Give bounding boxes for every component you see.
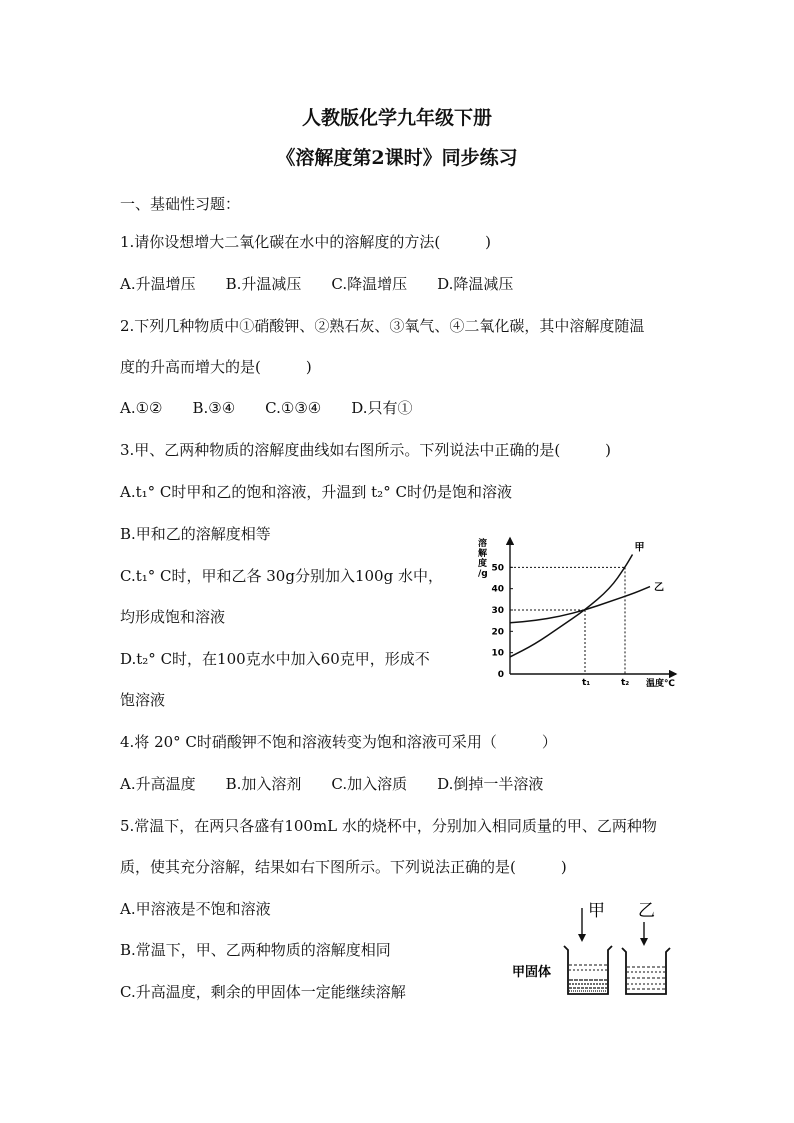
question-3-option-d-cont: 饱溶液: [120, 691, 166, 709]
beaker-yi: [622, 948, 670, 994]
question-5-option-b: B.常温下，甲、乙两种物质的溶解度相同: [120, 941, 391, 959]
y-axis-label: 溶解度/g: [478, 539, 488, 579]
question-1-options: A.升温增压 B.升温减压 C.降温增压 D.降温减压: [120, 275, 514, 293]
question-4-stem: 4.将 20° C时硝酸钾不饱和溶液转变为饱和溶液可采用（ ）: [120, 733, 557, 751]
question-5-stem-line1: 5.常温下，在两只各盛有100mL 水的烧杯中，分别加入相同质量的甲、乙两种物: [120, 817, 657, 835]
y-tick-40: 40: [491, 584, 504, 595]
question-2-options: A.①② B.③④ C.①③④ D.只有①: [120, 399, 413, 417]
question-3-option-a: A.t₁° C时甲和乙的饱和溶液，升温到 t₂° C时仍是饱和溶液: [120, 483, 512, 501]
question-2-stem-line1: 2.下列几种物质中①硝酸钾、②熟石灰、③氧气、④二氧化碳，其中溶解度随温: [120, 317, 645, 335]
arrow-jia-head: [578, 934, 586, 942]
beaker-figure: [512, 898, 682, 1002]
x-axis-label: 温度℃: [646, 679, 675, 689]
question-5-stem-line2: 质，使其充分溶解，结果如右下图所示。下列说法正确的是( ): [120, 858, 567, 876]
beaker-label-yi: 乙: [638, 901, 655, 921]
x-tick-t2: t₂: [621, 678, 630, 688]
question-5-option-a: A.甲溶液是不饱和溶液: [120, 900, 271, 918]
y-tick-30: 30: [491, 606, 504, 616]
arrow-yi-head: [640, 938, 648, 946]
question-3-stem: 3.甲、乙两种物质的溶解度曲线如右图所示。下列说法中正确的是( ): [120, 441, 612, 459]
question-3-option-c: C.t₁° C时，甲和乙各 30g分别加入100g 水中，: [120, 567, 443, 585]
page-subtitle: 《溶解度第2课时》同步练习: [276, 147, 518, 169]
y-tick-20: 20: [491, 627, 504, 638]
question-5-option-c: C.升高温度，剩余的甲固体一定能继续溶解: [120, 983, 406, 1001]
beaker-jia: [564, 946, 612, 994]
series-label-yi: 乙: [654, 582, 664, 594]
question-4-options: A.升高温度 B.加入溶剂 C.加入溶质 D.倒掉一半溶液: [120, 775, 544, 793]
series-label-jia: 甲: [634, 542, 645, 554]
page-title: 人教版化学九年级下册: [301, 107, 492, 129]
y-tick-50: 50: [491, 563, 504, 574]
question-3-option-d: D.t₂° C时，在100克水中加入60克甲，形成不: [120, 650, 430, 668]
question-1-stem: 1.请你设想增大二氧化碳在水中的溶解度的方法( ): [120, 233, 492, 251]
series-line-jia: [510, 555, 633, 657]
question-2-stem-line2: 度的升高而增大的是( ): [120, 358, 312, 376]
solubility-curve-chart: [470, 530, 680, 695]
section-heading: 一、基础性习题：: [120, 195, 241, 213]
solid-label: 甲固体: [512, 965, 552, 980]
question-3-option-c-cont: 均形成饱和溶液: [120, 608, 226, 626]
y-tick-0: 0: [497, 670, 504, 680]
x-tick-t1: t₁: [582, 678, 591, 688]
beaker-label-jia: 甲: [588, 901, 605, 921]
series-line-yi: [510, 587, 650, 623]
question-3-option-b: B.甲和乙的溶解度相等: [120, 525, 271, 543]
y-tick-10: 10: [491, 648, 504, 659]
